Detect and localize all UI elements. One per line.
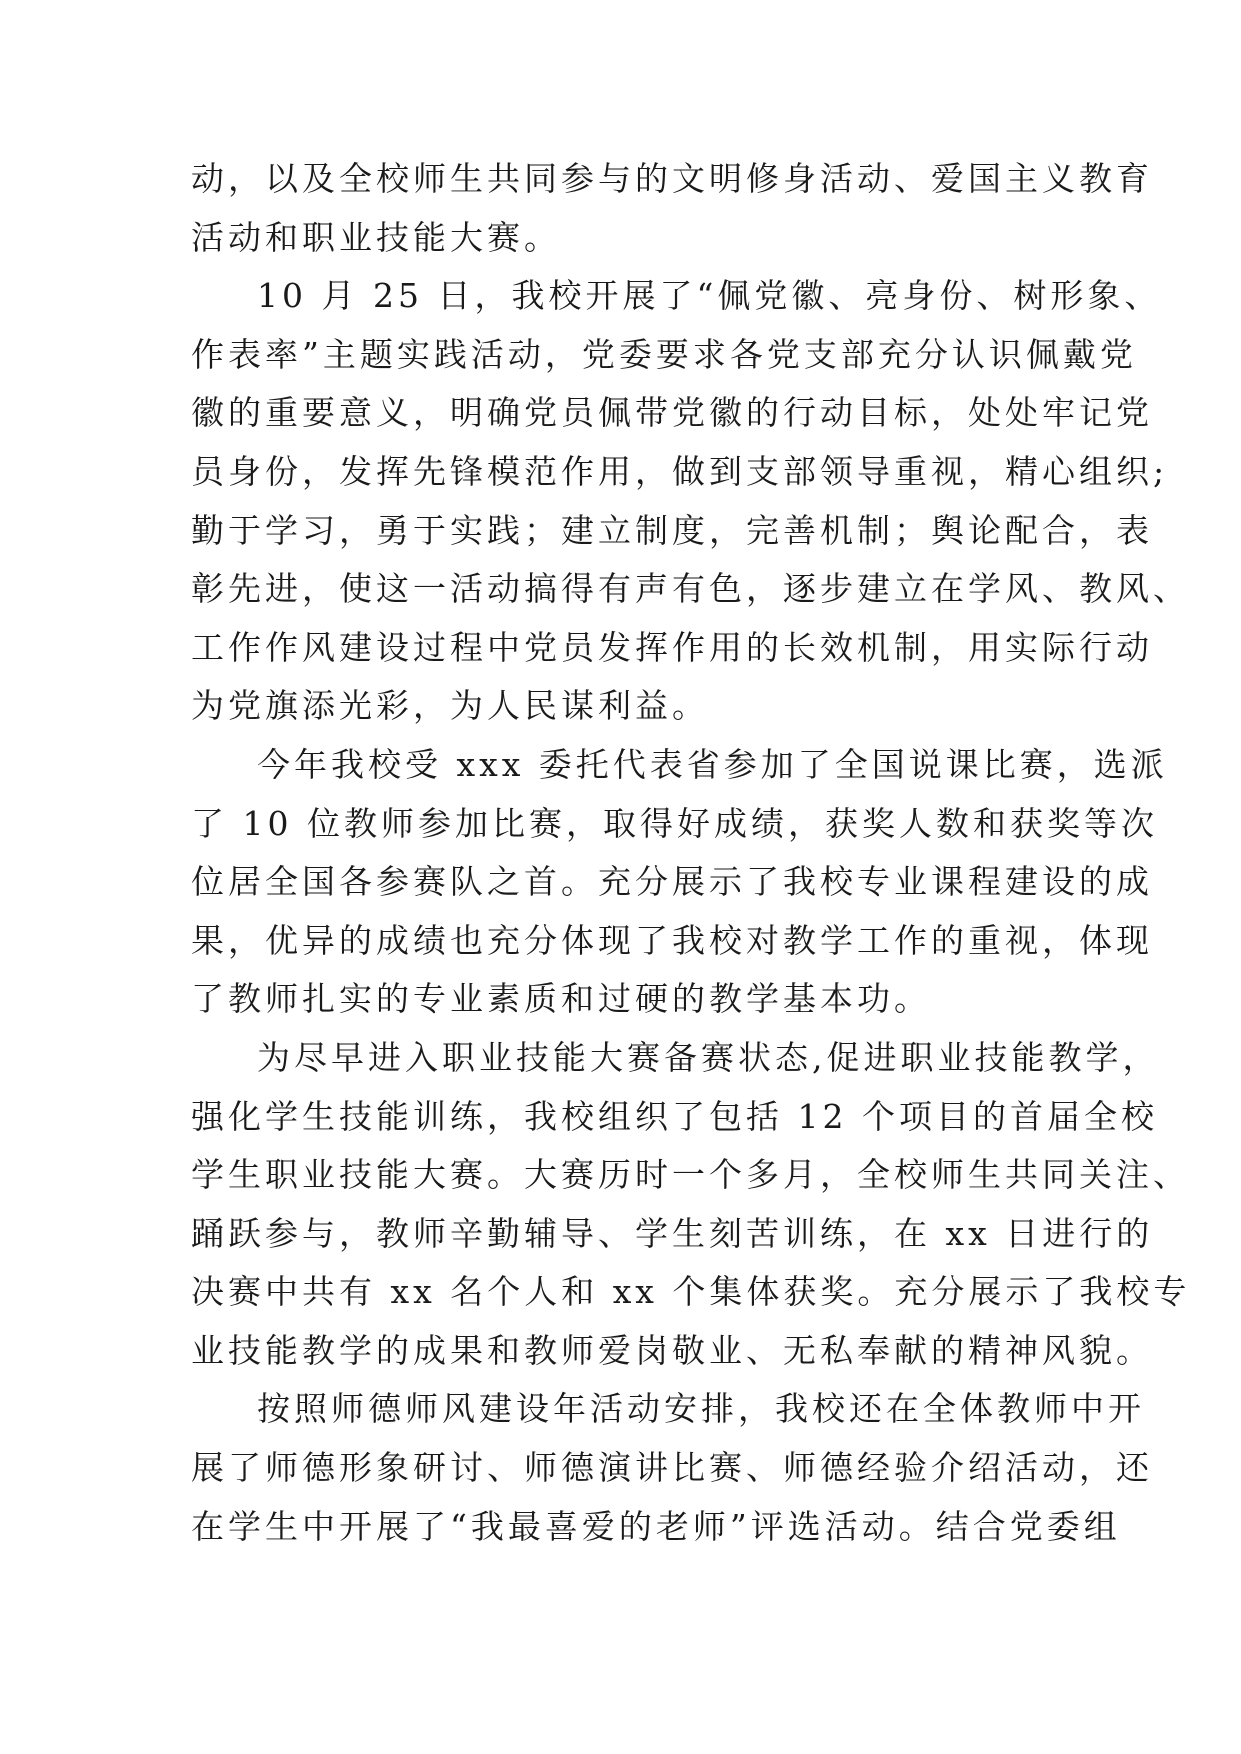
text-line: 展了师德形象研讨、师德演讲比赛、师德经验介绍活动，还 bbox=[191, 1448, 1153, 1488]
text-line: 了 10 位教师参加比赛，取得好成绩，获奖人数和获奖等次 bbox=[191, 803, 1158, 843]
text-line: 在学生中开展了“我最喜爱的老师”评选活动。结合党委组 bbox=[191, 1506, 1121, 1546]
text-line: 动，以及全校师生共同参与的文明修身活动、爱国主义教育 bbox=[191, 159, 1153, 198]
text-line: 学生职业技能大赛。大赛历时一个多月，全校师生共同关注、 bbox=[191, 1155, 1190, 1195]
text-line: 踊跃参与，教师辛勤辅导、学生刻苦训练，在 xx 日进行的 bbox=[191, 1213, 1154, 1253]
text-line: 业技能教学的成果和教师爱岗敬业、无私奉献的精神风貌。 bbox=[191, 1330, 1153, 1370]
text-line: 了教师扎实的专业素质和过硬的教学基本功。 bbox=[191, 979, 931, 1019]
body-text bbox=[191, 150, 1191, 1556]
text-line: 徽的重要意义，明确党员佩带党徽的行动目标，处处牢记党 bbox=[191, 393, 1153, 433]
paragraph-start-line: 按照师德师风建设年活动安排，我校还在全体教师中开 bbox=[257, 1389, 1145, 1429]
text-line: 为党旗添光彩，为人民谋利益。 bbox=[191, 686, 709, 726]
text-line: 果，优异的成绩也充分体现了我校对教学工作的重视，体现 bbox=[191, 920, 1153, 960]
text-line: 彰先进，使这一活动搞得有声有色，逐步建立在学风、教风、 bbox=[191, 569, 1190, 609]
text-line: 活动和职业技能大赛。 bbox=[191, 217, 561, 257]
text-line: 勤于学习，勇于实践；建立制度，完善机制；舆论配合，表 bbox=[191, 510, 1153, 550]
text-line: 作表率”主题实践活动，党委要求各党支部充分认识佩戴党 bbox=[191, 334, 1137, 374]
paragraph-start-line: 10 月 25 日，我校开展了“佩党徽、亮身份、树形象、 bbox=[257, 276, 1162, 316]
paragraph-start-line: 为尽早进入职业技能大赛备赛状态,促进职业技能教学， bbox=[257, 1037, 1160, 1077]
paragraph-start-line: 今年我校受 xxx 委托代表省参加了全国说课比赛，选派 bbox=[257, 744, 1168, 784]
text-line: 员身份，发挥先锋模范作用，做到支部领导重视，精心组织; bbox=[191, 451, 1169, 491]
text-line: 位居全国各参赛队之首。充分展示了我校专业课程建设的成 bbox=[191, 862, 1153, 902]
text-line: 决赛中共有 xx 名个人和 xx 个集体获奖。充分展示了我校专 bbox=[191, 1272, 1191, 1312]
text-line: 工作作风建设过程中党员发挥作用的长效机制，用实际行动 bbox=[191, 627, 1153, 667]
text-line: 强化学生技能训练，我校组织了包括 12 个项目的首届全校 bbox=[191, 1096, 1158, 1136]
